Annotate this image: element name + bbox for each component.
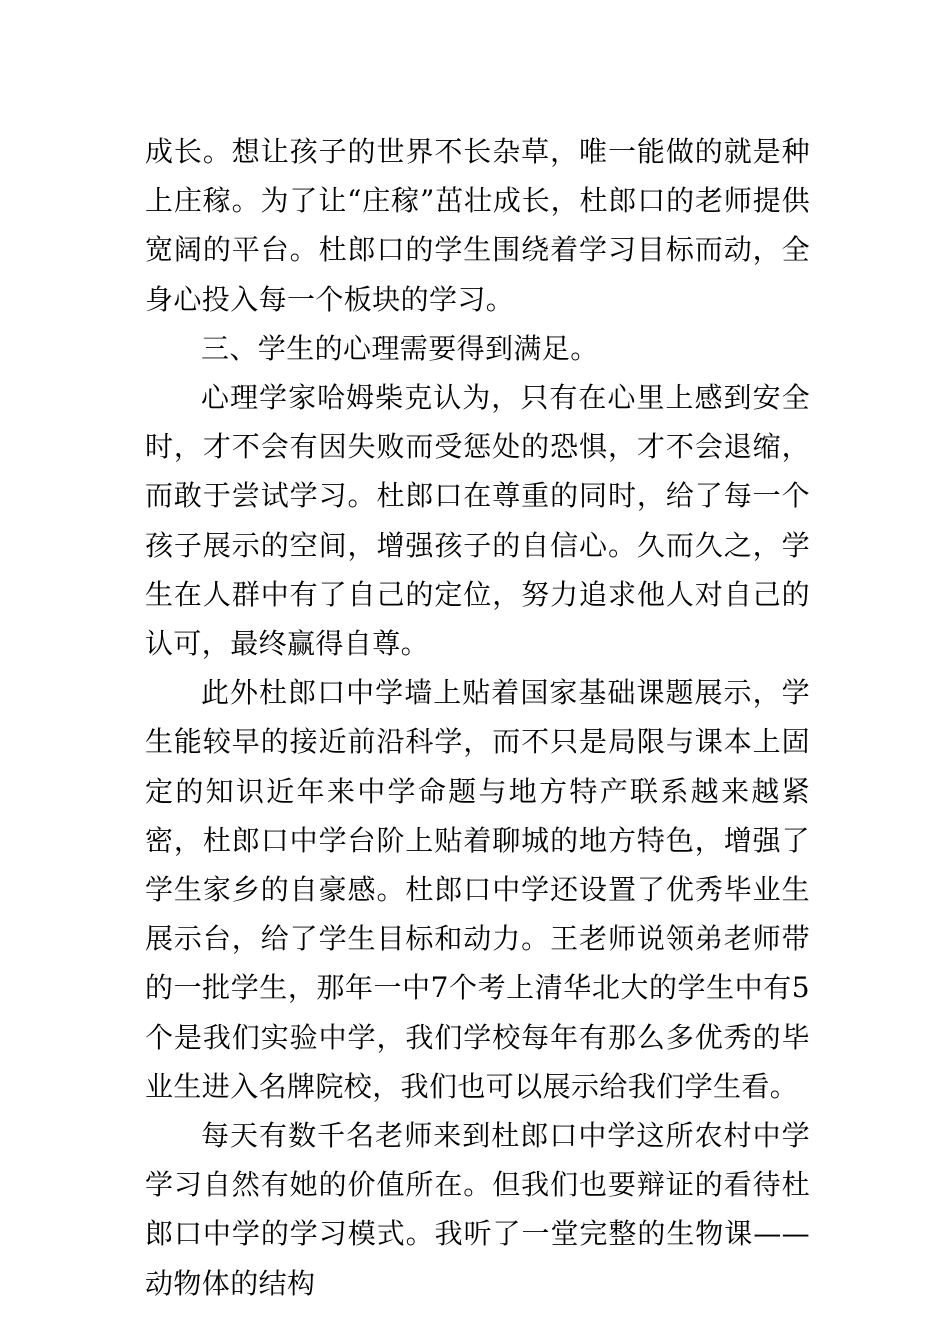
document-body: [145, 127, 810, 1308]
paragraph: 心理学家哈姆柴克认为，只有在心里上感到安全时，才不会有因失败而受惩处的恐惧，才不会退缩，而敢于尝试学习。杜郎口在尊重的同时，给了每一个孩子展示的空间，增强孩子的自信心。久而久之，学生在人群中有了自己的定位，努力追求他人对自己的认可，最终赢得自尊。: [145, 381, 810, 661]
section-heading: 三、学生的心理需要得到满足。: [201, 331, 599, 365]
paragraph: 此外杜郎口中学墙上贴着国家基础课题展示，学生能较早的接近前沿科学，而不只是局限与课本上固定的知识近年来中学命题与地方特产联系越来越紧密，杜郎口中学台阶上贴着聊城的地方特色，增强了学生家乡的自豪感。杜郎口中学还设置了优秀毕业生展示台，给了学生目标和动力。王老师说领弟老师带的一批学生，那年一中7个考上清华北大的学生中有5个是我们实验中学，我们学校每年有那么多优秀的毕业生进入名牌院校，我们也可以展示给我们学生看。: [145, 676, 810, 1103]
paragraph-continuation: 成长。想让孩子的世界不长杂草，唯一能做的就是种上庄稼。为了让“庄稼”茁壮成长，杜郎口的老师提供宽阔的平台。杜郎口的学生围绕着学习目标而动，全身心投入每一个板块的学习。: [145, 135, 810, 316]
paragraph: 每天有数千名老师来到杜郎口中学这所农村中学学习自然有她的价值所在。但我们也要辩证的看待杜郎口中学的学习模式。我听了一堂完整的生物课——动物体的结构: [145, 1119, 810, 1300]
